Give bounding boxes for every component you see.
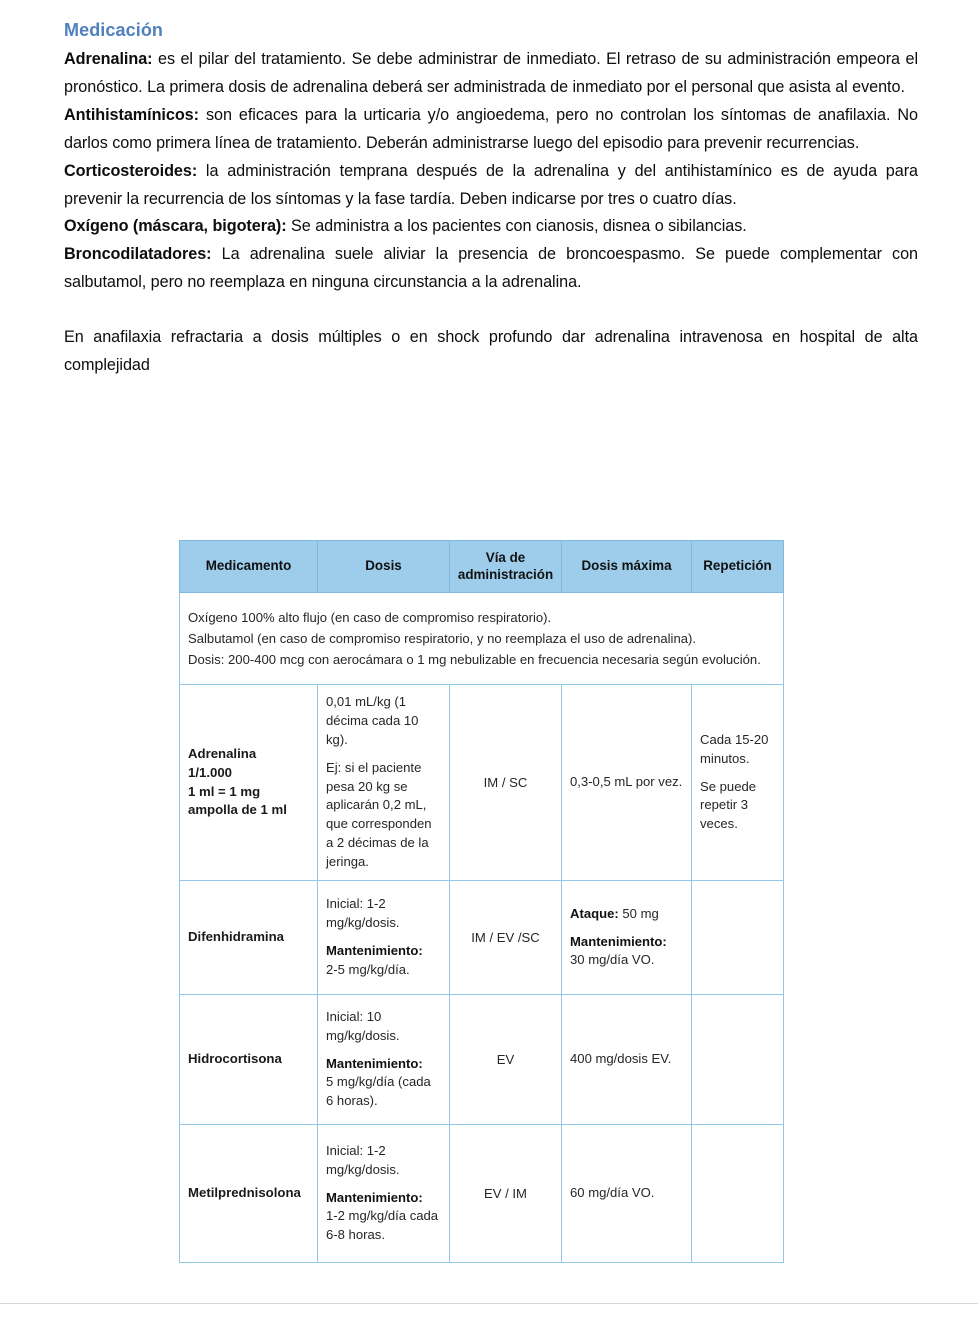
label-mantenimiento: Mantenimiento: (326, 1189, 423, 1205)
note-salbutamol: Salbutamol (en caso de compromiso respiratorio, y no reemplaza el uso de adrenalina). (188, 630, 697, 646)
cell-medicamento-difenhidramina: Difenhidramina (180, 881, 318, 995)
difenhidramina-max-mantenimiento (570, 933, 683, 971)
paragraph-text-oxigeno: Se administra a los pacientes con cianosis, disnea o sibilancias. (286, 217, 747, 236)
cell-medicamento-metilprednisolona: Metilprednisolona (180, 1125, 318, 1263)
label-mantenimiento: Mantenimiento: (326, 943, 423, 958)
note-dosis: Dosis: 200-400 mcg con aerocámara o 1 mg nebulizable en frecuencia necesaria según evolución. (188, 652, 761, 668)
value-mantenimiento: 5 mg/kg/día (cada 6 horas). (326, 1074, 431, 1109)
label-inicial: Inicial: (326, 896, 364, 912)
adrenalina-line3: 1 ml = 1 mg (188, 783, 261, 799)
page-gutter (0, 1304, 978, 1324)
value-inicial: 1-2 mg/kg/dosis. (326, 896, 400, 931)
medication-table-wrapper (179, 540, 783, 1263)
cell-dosis-maxima-hidrocortisona: 400 mg/dosis EV. (562, 995, 692, 1125)
value-max-mantenimiento: 30 mg/día VO. (570, 952, 655, 968)
paragraph-text-adrenalina: es el pilar del tratamiento. Se debe administrar de inmediato. El retraso de su administración empeora el pronóstico. La primera dosis de adrenalina deberá ser administrada de inmediato por el personal que asista al evento. (64, 50, 918, 97)
label-max-mantenimiento: Mantenimiento: (570, 933, 667, 949)
difenhidramina-dosis-mantenimiento (326, 942, 441, 980)
label-inicial: Inicial: (326, 1008, 364, 1024)
table-header (180, 541, 784, 593)
adrenalina-line1: Adrenalina (188, 746, 257, 762)
label-mantenimiento: Mantenimiento: (326, 1055, 423, 1071)
paragraph-corticosteroides (64, 158, 918, 214)
adrenalina-repeticion-block-2: Se puede repetir 3 veces. (700, 778, 757, 832)
cell-repeticion-adrenalina (692, 685, 784, 881)
cell-dosis-maxima-difenhidramina (562, 881, 692, 995)
table-row (180, 685, 784, 881)
cell-medicamento-adrenalina (180, 685, 318, 881)
cell-dosis-adrenalina (318, 685, 450, 881)
column-header-via-line1: Vía de (485, 549, 526, 565)
notes-cell (180, 593, 784, 685)
value-inicial: 1-2 mg/kg/dosis. (326, 1142, 400, 1177)
cell-dosis-maxima-metilprednisolona: 60 mg/día VO. (562, 1125, 692, 1263)
paragraph-lead-oxigeno: Oxígeno (máscara, bigotera): (64, 217, 287, 236)
cell-via-difenhidramina: IM / EV /SC (450, 881, 562, 995)
column-header-dosis-maxima: Dosis máxima (562, 541, 692, 593)
adrenalina-dosis-block-2: Ej: si el paciente pesa 20 kg se aplicarán 0,2 mL, que corresponden a 2 décimas de la jeringa. (326, 759, 432, 869)
paragraph-lead-corticosteroides: Corticosteroides: (64, 161, 198, 180)
difenhidramina-dosis-inicial (326, 895, 441, 933)
table-header-row (180, 541, 784, 593)
table-row (180, 881, 784, 995)
paragraph-lead-antihistaminicos: Antihistamínicos: (64, 106, 199, 125)
document-content (64, 18, 918, 380)
metilprednisolona-dosis-mantenimiento (326, 1189, 441, 1246)
metilprednisolona-dosis-inicial (326, 1142, 441, 1180)
table-row (180, 1125, 784, 1263)
cell-dosis-maxima-adrenalina: 0,3-0,5 mL por vez. (562, 685, 692, 881)
cell-dosis-metilprednisolona (318, 1125, 450, 1263)
cell-via-adrenalina: IM / SC (450, 685, 562, 881)
cell-dosis-hidrocortisona (318, 995, 450, 1125)
table-body (180, 593, 784, 1263)
cell-repeticion-metilprednisolona (692, 1125, 784, 1263)
medication-table (179, 540, 784, 1263)
paragraph-adrenalina (64, 46, 918, 102)
table-row (180, 995, 784, 1125)
adrenalina-dosis-block-1: 0,01 mL/kg (1 décima cada 10 kg). (326, 694, 419, 747)
value-inicial: 10 mg/kg/dosis. (326, 1008, 400, 1043)
paragraph-broncodilatadores (64, 241, 918, 297)
paragraph-closing: En anafilaxia refractaria a dosis múltiples o en shock profundo dar adrenalina intravenosa en hospital de alta complejidad (64, 328, 918, 374)
cell-dosis-difenhidramina (318, 881, 450, 995)
hidrocortisona-dosis-mantenimiento (326, 1055, 441, 1112)
paragraph-oxigeno (64, 213, 918, 241)
value-mantenimiento: 1-2 mg/kg/día cada 6-8 horas. (326, 1208, 439, 1243)
paragraph-text-broncodilatadores: La adrenalina suele aliviar la presencia de broncoespasmo. Se puede complementar con salbutamol, pero no reemplaza en ninguna circunstancia a la adrenalina. (64, 245, 918, 292)
paragraph-lead-adrenalina: Adrenalina: (64, 50, 153, 69)
page-title: Medicación (64, 20, 164, 40)
table-row-notes (180, 593, 784, 685)
cell-medicamento-hidrocortisona: Hidrocortisona (180, 995, 318, 1125)
cell-repeticion-difenhidramina (692, 881, 784, 995)
adrenalina-repeticion-block-1: Cada 15-20 minutos. (700, 731, 769, 766)
paragraph-antihistaminicos (64, 102, 918, 158)
label-inicial: Inicial: (326, 1142, 364, 1158)
paragraph-text-corticosteroides: la administración temprana después de la adrenalina y del antihistamínico es de ayuda para prevenir la recurrencia de los síntomas y la fase tardía. Deben indicarse por tres o cuatro días. (64, 161, 918, 208)
adrenalina-line4: ampolla de 1 ml (188, 802, 287, 818)
column-header-dosis: Dosis (318, 541, 450, 593)
paragraph-spacer (64, 297, 918, 324)
cell-repeticion-hidrocortisona (692, 995, 784, 1125)
column-header-via-administracion (450, 541, 562, 593)
column-header-via-line2: administración (457, 566, 554, 582)
note-oxigeno: Oxígeno 100% alto flujo (en caso de compromiso respiratorio). (188, 609, 552, 625)
value-ataque: 50 mg (618, 905, 659, 921)
column-header-repeticion: Repetición (692, 541, 784, 593)
hidrocortisona-dosis-inicial (326, 1008, 441, 1046)
paragraph-lead-broncodilatadores: Broncodilatadores: (64, 245, 212, 264)
difenhidramina-max-ataque (570, 905, 683, 924)
paragraph-text-antihistaminicos: son eficaces para la urticaria y/o angioedema, pero no controlan los síntomas de anafilaxia. No darlos como primera línea de tratamiento. Deberán administrarse luego del episodio para prevenir recurrencias. (64, 106, 918, 152)
cell-via-metilprednisolona: EV / IM (450, 1125, 562, 1263)
column-header-medicamento: Medicamento (180, 541, 318, 593)
value-mantenimiento: 2-5 mg/kg/día. (326, 961, 410, 977)
label-ataque: Ataque: (570, 905, 619, 921)
cell-via-hidrocortisona: EV (450, 995, 562, 1125)
adrenalina-line2: 1/1.000 (188, 764, 232, 780)
